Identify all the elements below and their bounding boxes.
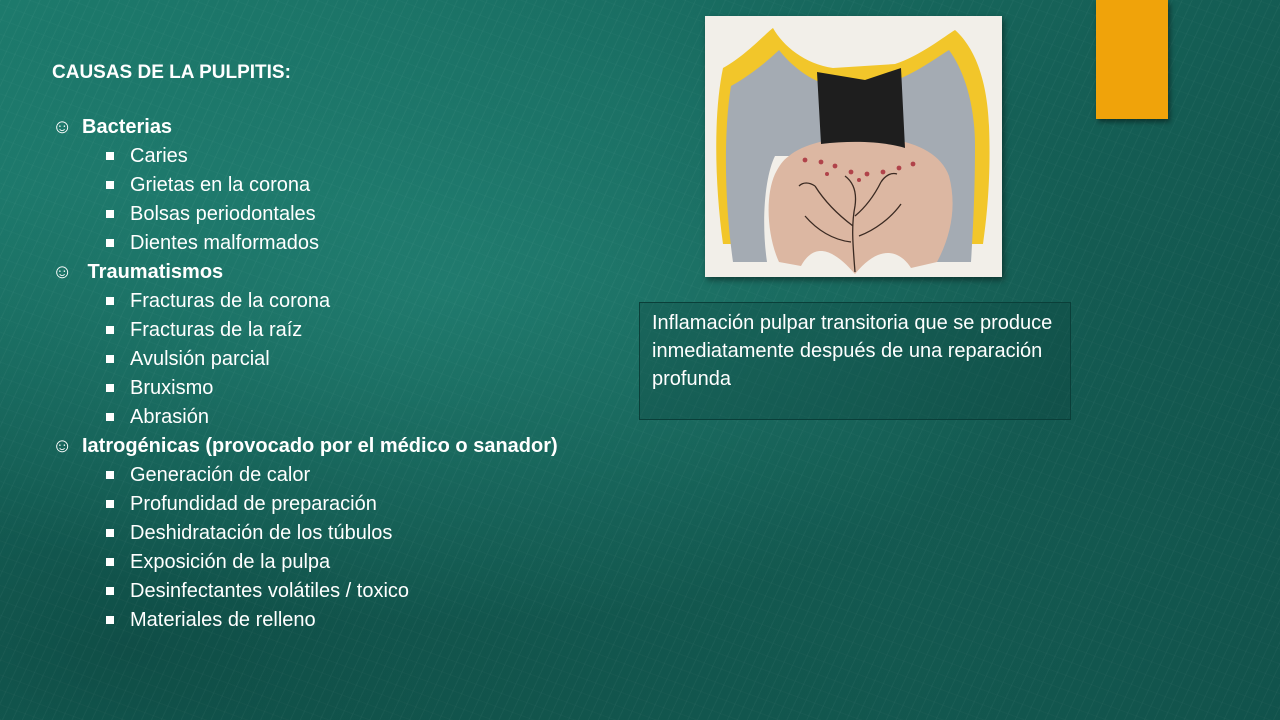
- category-label: Bacterias: [82, 116, 173, 138]
- definition-callout: Inflamación pulpar transitoria que se produce inmediatamente después de una reparación profunda: [639, 302, 1071, 420]
- list-item: Bolsas periodontales: [52, 200, 582, 229]
- list-item: Generación de calor: [52, 461, 582, 490]
- square-bullet-icon: [106, 384, 114, 392]
- sub-list: [52, 461, 582, 635]
- smiley-bullet-icon: ☺: [52, 435, 73, 457]
- square-bullet-icon: [106, 413, 114, 421]
- sub-list: [52, 287, 582, 432]
- square-bullet-icon: [106, 297, 114, 305]
- list-item: Grietas en la corona: [52, 171, 582, 200]
- square-bullet-icon: [106, 500, 114, 508]
- square-bullet-icon: [106, 471, 114, 479]
- list-item: Abrasión: [52, 403, 582, 432]
- slide-heading: CAUSAS DE LA PULPITIS:: [52, 62, 291, 83]
- list-item: Desinfectantes volátiles / toxico: [52, 577, 582, 606]
- square-bullet-icon: [106, 616, 114, 624]
- list-item: Caries: [52, 142, 582, 171]
- list-item: Dientes malformados: [52, 229, 582, 258]
- square-bullet-icon: [106, 529, 114, 537]
- square-bullet-icon: [106, 152, 114, 160]
- list-item: Fracturas de la raíz: [52, 316, 582, 345]
- square-bullet-icon: [106, 181, 114, 189]
- square-bullet-icon: [106, 326, 114, 334]
- causes-list: [52, 58, 582, 635]
- list-item: Profundidad de preparación: [52, 490, 582, 519]
- list-item: Exposición de la pulpa: [52, 548, 582, 577]
- tooth-diagram-svg: [705, 16, 1002, 277]
- category-label: Iatrogénicas (provocado por el médico o sanador): [82, 435, 558, 457]
- square-bullet-icon: [106, 587, 114, 595]
- list-item: Fracturas de la corona: [52, 287, 582, 316]
- sub-list: [52, 142, 582, 258]
- category-traumatismos: [52, 258, 582, 287]
- smiley-bullet-icon: ☺: [52, 116, 73, 138]
- accent-bar: [1096, 0, 1168, 119]
- smiley-bullet-icon: ☺: [52, 261, 73, 283]
- list-item: Materiales de relleno: [52, 606, 582, 635]
- list-item: Avulsión parcial: [52, 345, 582, 374]
- list-item: Bruxismo: [52, 374, 582, 403]
- category-bacterias: [52, 113, 582, 142]
- list-item: Deshidratación de los túbulos: [52, 519, 582, 548]
- category-label: Traumatismos: [82, 261, 224, 283]
- square-bullet-icon: [106, 355, 114, 363]
- category-iatrogenicas: [52, 432, 582, 461]
- square-bullet-icon: [106, 558, 114, 566]
- square-bullet-icon: [106, 239, 114, 247]
- restoration-shape: [817, 68, 905, 148]
- square-bullet-icon: [106, 210, 114, 218]
- tooth-cross-section-illustration: [705, 16, 1002, 277]
- pulp-shape: [769, 137, 953, 274]
